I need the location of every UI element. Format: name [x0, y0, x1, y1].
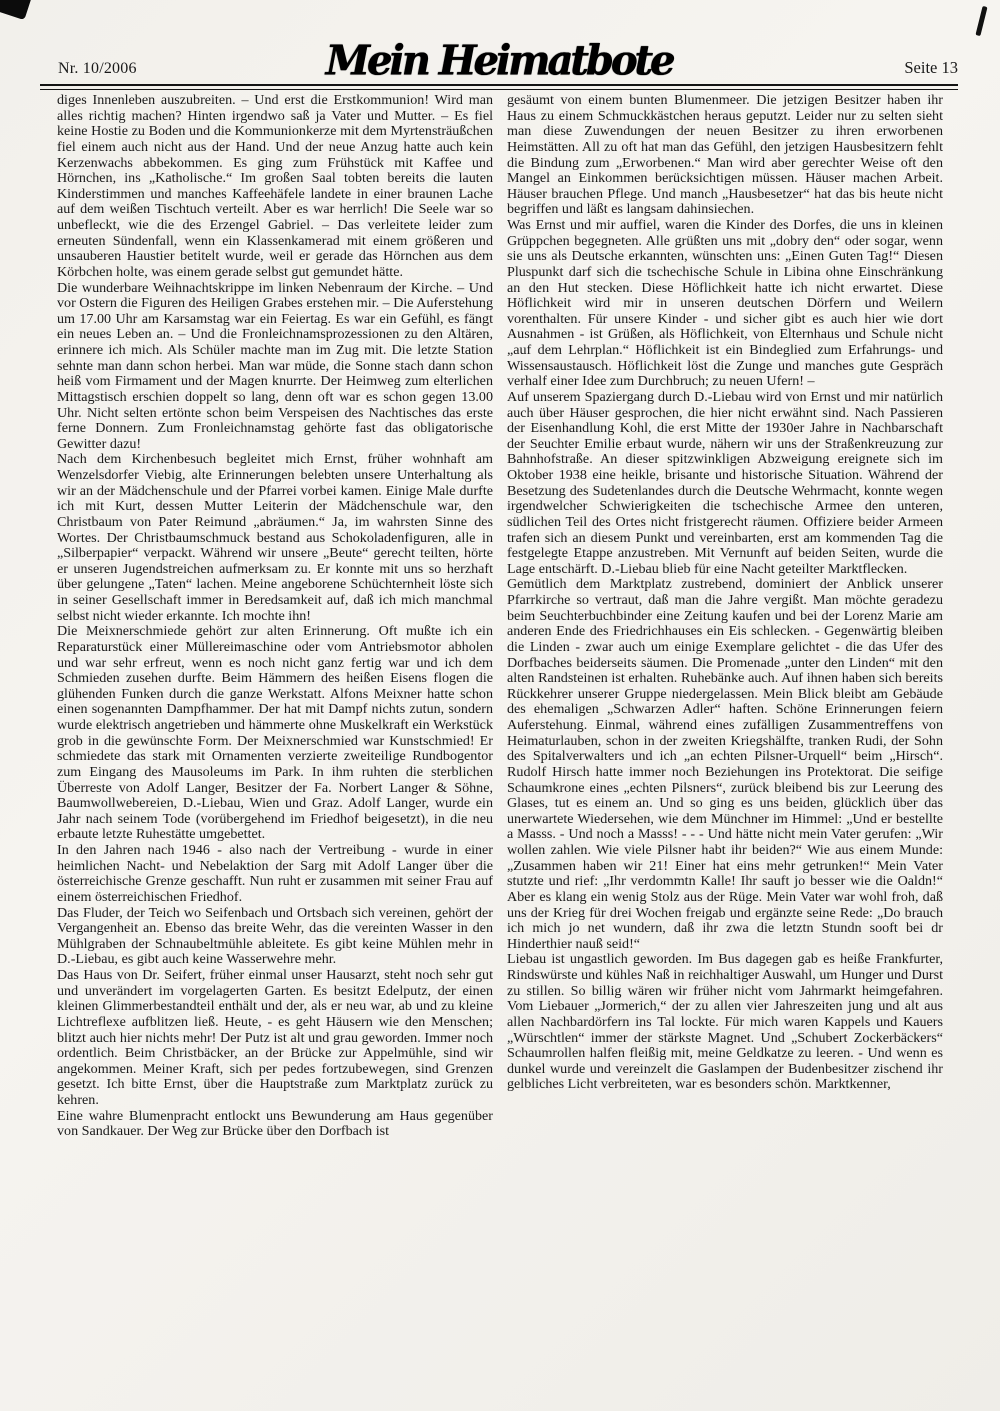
paragraph: gesäumt von einem bunten Blumenmeer. Die jetzigen Besitzer haben ihr Haus zu einem Schmuckkästchen heraus geputzt. Leider nur zu selten sieht man diese Zuwendungen der neuen Besitzer zu ihren erworbenen Heimstätten. All zu oft hat man das Gefühl, den jetzigen Hausbesitzern fehlt die Bindung zum „Erworbenen.“ Man wird aber gerechter Weise oft den Mangel an Einkommen berücksichtigen müssen. Häuser machen Arbeit. Häuser brauchen Pflege. Und manch „Hausbesetzer“ hat das bis heute nicht begriffen und läßt es langsam dahinsiechen. — [507, 92, 943, 218]
paragraph: Eine wahre Blumenpracht entlockt uns Bewunderung am Haus gegenüber von Sandkauer. Der Weg zur Brücke über den Dorfbach ist — [57, 1107, 493, 1140]
paragraph: Liebau ist ungastlich geworden. Im Bus dagegen gab es heiße Frankfurter, Rindswürste und kühles Naß in reichhaltiger Auswahl, um Hunger und Durst zu stillen. So billig wären wir früher nicht vom Jahrmarkt heimgefahren. Vom Liebauer „Jormerich,“ der zu allen vier Jahreszeiten jung und alt aus allen Nachbardörfern ins Tal lockte. Für mich waren Kappels und Kauers „Würschtlen“ immer der stärkste Magnet. Und „Schubert Zockerbäckers“ Schaumrollen halfen fleißig mit, meine Geldkatze zu leeren. - Und wenn es dunkel wurde und vereinzelt die Gaslampen der Budenbesitzer zischend ihr gelbliches Licht verbreiteten, war es besonders schön. Marktkenner, — [507, 951, 943, 1093]
text-column-left — [57, 93, 493, 1140]
paragraph: Das Haus von Dr. Seifert, früher einmal unser Hausarzt, steht noch sehr gut und unverändert im vorgelagerten Garten. Es besitzt Edelputz, der einen kleinen Glimmerbestandteil enthält und der, als er neu war, ab und zu kleine Lichtreflexe aufblitzen ließ. Heute, - es geht Häusern wie den Menschen; blitzt auch hier nichts mehr! Der Putz ist alt und grau geworden. Immer noch ordentlich. Beim Christbäcker, an der Brücke zur Appelmühle, sind wir angekommen. Meiner Kraft, sich per pedes fortzubewegen, sind Grenzen gesetzt. Ich bitte Ernst, über die Hauptstraße zum Marktplatz zurück zu kehren. — [57, 967, 493, 1108]
paragraph: Nach dem Kirchenbesuch begleitet mich Ernst, früher wohnhaft am Wenzelsdorfer Viebig, alte Erinnerungen belebten unsere Unterhaltung als wir an der Mädchenschule und der Pfarrei vorbei kamen. Einige Male durfte ich mit Kurt, dessen Mutter Leiterin der Mädchenschule war, den Christbaum von Pater Reimund „abräumen.“ Ja, im wahrsten Sinne des Wortes. Der Christbaumschmuck bestand aus Schokoladenfiguren, alle in „Silberpapier“ verpackt. Während wir unsere „Beute“ gerecht teilten, hörte er unseren Jugendstreichen aufmerksam zu. Er konnte mit uns so herzhaft über gelungene „Taten“ lachen. Meine angeborene Schüchternheit löste sich in seiner Gesellschaft immer in Beredsamkeit auf, daß ich mich manchmal selbst nicht wieder erkannte. Ich mochte ihn! — [57, 451, 493, 624]
paragraph: Das Fluder, der Teich wo Seifenbach und Ortsbach sich vereinen, gehört der Vergangenheit an. Ebenso das breite Wehr, das die vereinten Wasser in den Mühlgraben der Schnaubeltmühle ableitete. Es gibt keine Mühlen mehr in D.-Liebau, es gibt auch keine Wasserwehre mehr. — [57, 904, 493, 968]
issue-number: Nr. 10/2006 — [58, 60, 137, 77]
header-divider-rule — [40, 84, 958, 90]
page-number: Seite 13 — [904, 58, 958, 77]
paragraph: Die wunderbare Weihnachtskrippe im linken Nebenraum der Kirche. – Und vor Ostern die Figuren des Heiligen Grabes erstehen mir. – Die Auferstehung um 17.00 Uhr am Karsamstag war ein Feiertag. Es war ein Gefühl, es fängt ein neues Leben an. – Und die Fronleichnamsprozessionen zu den Altären, erinnere ich mich. Als Schüler machte man im Zug mit. Die letzte Station sehnte man dann schon herbei. Man war müde, die Sonne stach dann schon heiß vom Firmament und der Magen knurrte. Der Heimweg zum elterlichen Mittagstisch erschien doppelt so lang, denn oft war es schon gegen 13.00 Uhr. Nicht selten ertönte schon beim Verspeisen des Nachtisches das erste ferne Donnern. Zum Fronleichnamstag gehörte fast das obligatorische Gewitter dazu! — [57, 279, 494, 452]
paragraph: diges Innenleben auszubreiten. – Und erst die Erstkommunion! Wird man alles richtig machen? Hinten irgendwo saß ja Vater und Mutter. – Es fiel keine Hostie zu Boden und die Kommunionkerze mit dem Myrtensträußchen fiel einem auch nicht aus der Hand. Und der neue Anzug hatte auch kein Kerzenwachs abbekommen. Es ging zum Frühstück mit Kaffee und Hörnchen, ins „Katholische.“ Im großen Saal tobten bereits die lauten Kinderstimmen und manches Kaffeehäfele landete in einer braunen Lache auf dem weißen Tischtuch verteilt. Aber es war herrlich! Die Seele war so unbefleckt, wie die des Erzengel Gabriel. – Das verleitete leider zum erneuten Sündenfall, wenn ein Klassenkamerad mit einem größeren und unsauberen Haustier betitelt wurde, weil er gerade das Hörnchen aus dem Körbchen holte, was einem gerade selbst gut gemundet hätte. — [57, 92, 493, 280]
paragraph: Die Meixnerschmiede gehört zur alten Erinnerung. Oft mußte ich ein Reparaturstück einer Müllereimaschine oder vom Antriebsmotor abholen und war sehr erfreut, wenn es noch nicht ganz fertig war und ich dem Schmieden zusehen durfte. Beim Hämmern des heißen Eisens flogen die glühenden Funken durch die ganze Werkstatt. Alfons Meixner hatte schon einen sogenannten Dampfhammer. Der hat mit Dampf nichts zutun, sondern wurde elektrisch angetrieben und hämmerte ohne Muskelkraft ein Werkstück grob in die gewünschte Form. Der Meixnerschmied war Kunstschmied! Er schmiedete das stark mit Ornamenten verzierte zweiteilige Rundbogentor zum Eingang des Mausoleums im Park. In ihm ruhten die sterblichen Überreste von Adolf Langer, Besitzer der Fa. Norbert Langer & Söhne, Baumwollwebereien, D.-Liebau, Wien und Graz. Adolf Langer, wurde ein Jahr nach seinem Tode (vorübergehend im Friedhof beigesetzt), in die neu erbaute letzte Ruhestätte umgebettet. — [57, 623, 493, 843]
page-header — [40, 36, 958, 85]
text-column-right — [507, 93, 943, 1140]
scan-artifact-top-left — [0, 0, 34, 20]
paragraph: Auf unserem Spaziergang durch D.-Liebau wird von Ernst und mir natürlich auch über Häuser gesprochen, die hier nicht erwähnt sind. Nach Passieren der Eisenhandlung Kohl, die erst Mitte der 1930er Jahre in Nachbarschaft der Seuchter Emilie erbaut wurde, nähern wir uns der Straßenkreuzung zur Bahnhofstraße. An dieser spitzwinkligen Abzweigung ereignete sich im Oktober 1938 eine heikle, brisante und historische Situation. Während der Besetzung des Sudetenlandes durch die Deutsche Wehrmacht, konnte wegen irgendwelcher Schwierigkeiten die tschechische Armee den unteren, südlichen Teil des Ortes nicht fristgerecht räumen. Offiziere beider Armeen trafen sich an diesem Punkt und vereinbarten, erst am kommenden Tag die festgelegte Etappe anzustreben. Mit Vernunft auf beiden Seiten, wurde die Lage entschärft. D.-Liebau blieb für eine Nacht geteilter Marktflecken. — [507, 388, 943, 577]
paragraph: Was Ernst und mir auffiel, waren die Kinder des Dorfes, die uns in kleinen Grüppchen begegneten. Alle grüßten uns mit „dobry den“ oder sogar, wenn sie uns als Deutsche erkannten, wünschten uns: „Einen Guten Tag!“ Diesen Pluspunkt darf sich die tschechische Schule in Libina ohne Einschränkung an den Hut stecken. Diese Höflichkeit hatte ich nicht erwartet. Diese Höflichkeit wird mir in unseren deutschen Dörfern und Weilern vorenthalten. Für unsere Kinder - und sicher gibt es auch hier wie dort Ausnahmen - ist Grüßen, als Höflichkeit, von Elternhaus und Schule nicht „auf dem Lehrplan.“ Höflichkeit ist ein Bindeglied zum Erfahrungs- und Wissensaustausch. Höflichkeit löst die Zunge und manches gute Gespräch verhalf einer Idee zum Durchbruch; zu neuen Ufern! – — [507, 217, 943, 390]
scan-artifact-top-right — [975, 6, 987, 36]
masthead-title: Mein Heimatbote — [325, 36, 673, 85]
paragraph: Gemütlich dem Marktplatz zustrebend, dominiert der Anblick unserer Pfarrkirche so vertraut, daß man die Jahre vergißt. Man möchte geradezu beim Seuchterbuchbinder eine Zeitung kaufen und bei der Lorenz Marie am anderen Ende des Friedrichhauses ein Eis schlecken. - Gegenwärtig bleiben die Linden - zwar auch um einige Exemplare gelichtet - die das Ufer des Dorfbaches beiderseits säumen. Die Promenade „unter den Linden“ mit den alten Randsteinen ist erhalten. Ruhebänke auch. Auf ihnen haben sich bereits Rückkehrer unserer Gruppe niedergelassen. Mein Blick bleibt am Gebäude des ehemaligen „Schwarzen Adler“ haften. Schöne Erinnerungen feiern Auferstehung. Einmal, während eines zufälligen Zusammentreffens von Heimaturlauben, schon in der zweiten Kriegshälfte, tranken Rudi, der Sohn des Spitalverwalters und ich „an echten Pilsner-Urquell“ beim „Hirsch“. Rudolf Hirsch hatte immer noch Beziehungen ins Protektorat. Die seifige Schaumkrone eines „echten Pilsners“, zurück bleibend bis zur Leerung des Glases, tut es einem an. Und so ging es uns beiden, glücklich über das unerwartete Wiedersehen, wie dem Münchner im Himmel: „Und er bestellte a Masss. - Und noch a Masss! - - - Und hätte nicht mein Vater gerufen: „Wir wollen zahlen. Wie viele Pilsner habt ihr beiden?“ Wie aus einem Munde: „Zusammen haben wir 21! Einer hat eins mehr getrunken!“ Mein Vater stutzte und rief: „Ihr verdommtn Kalle! Ihr sauft jo besser wie die Oaldn!“ Aber es klang ein wenig Stolz aus der Rüge. Mein Vater war wohl froh, daß uns der Krieg für drei Wochen freigab und ergänzte seine Rede: „Do brauch ich mich jo net wundern, daß ihr zwa die letztn Stundn sooft bei dr Hinderthier nauß seid!“ — [507, 576, 943, 952]
paragraph: In den Jahren nach 1946 - also nach der Vertreibung - wurde in einer heimlichen Nacht- und Nebelaktion der Sarg mit Adolf Langer über die österreichische Grenze geschafft. Nun ruht er zusammen mit seiner Frau auf einem österreichischen Friedhof. — [57, 842, 493, 905]
article-body — [57, 93, 943, 1140]
